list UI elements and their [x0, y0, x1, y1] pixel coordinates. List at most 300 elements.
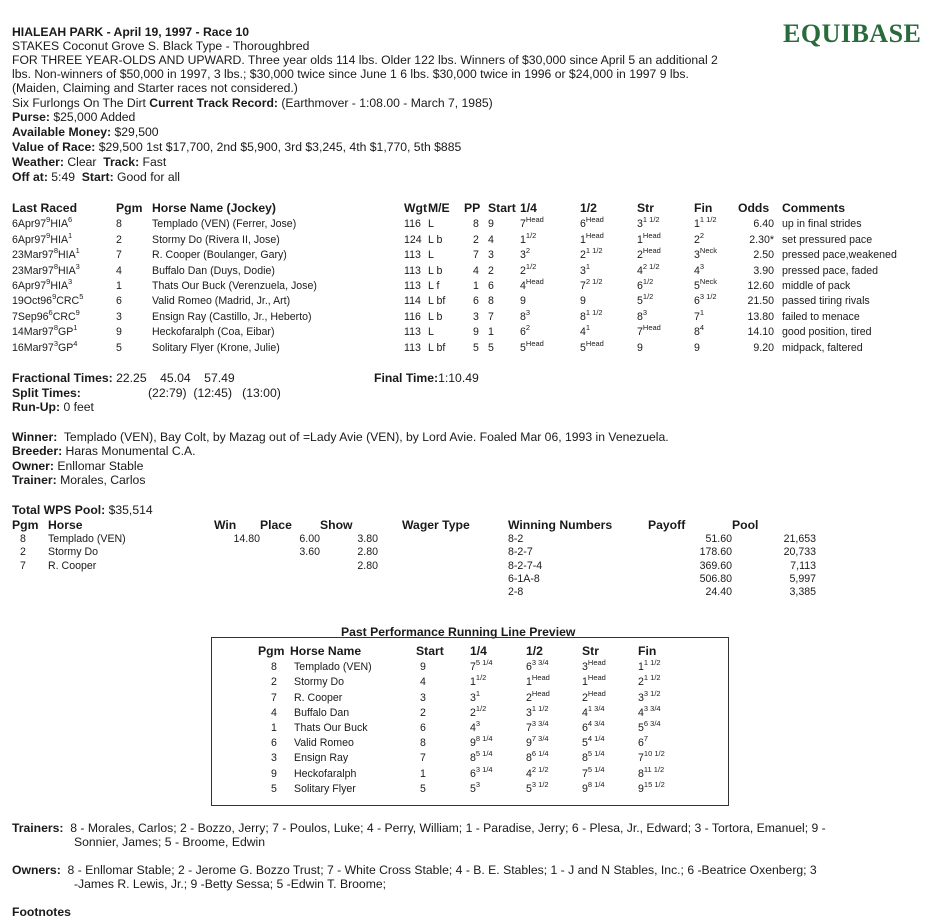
last-raced-last: 6Apr97 — [12, 218, 47, 231]
q1-cell-margin: 1/2 — [525, 261, 537, 271]
start-cell-value: 5 — [488, 341, 494, 354]
preview-start-cell — [416, 719, 470, 734]
preview-horse-cell-value: Valid Romeo — [294, 737, 354, 750]
table-row — [258, 673, 694, 688]
empty-cell — [12, 585, 48, 598]
wps-pool-value: $35,514 — [108, 503, 153, 517]
preview-pgm-cell-value: 7 — [271, 691, 277, 704]
comment-cell — [782, 292, 910, 307]
preview-horse-cell — [290, 780, 416, 795]
preview-fin-cell-value: 1 — [638, 661, 644, 674]
preview-str-cell — [582, 673, 638, 688]
horse-cell — [152, 338, 404, 353]
stakes-line: STAKES Coconut Grove S. Black Type - Thoroughbred — [12, 39, 310, 53]
pgm-cell — [116, 246, 152, 261]
horse-cell — [152, 246, 404, 261]
col-header: Fin — [638, 644, 657, 658]
preview-q1-cell-margin: 3 — [475, 718, 481, 728]
preview-start-cell — [416, 688, 470, 703]
table-row — [258, 780, 694, 795]
start-cell-value: 7 — [488, 310, 494, 323]
payoff-cell — [648, 532, 732, 545]
me-cell-value: L b — [428, 310, 443, 323]
fin-cell-value: 1 — [694, 218, 700, 231]
preview-horse-cell — [290, 749, 416, 764]
str-cell-margin: 3 — [642, 307, 648, 317]
preview-q2-cell-margin: 3 1/2 — [531, 779, 549, 789]
equibase-logo: EQUIBASE — [783, 19, 922, 48]
wager-type-cell — [378, 585, 508, 598]
str-cell-margin: 1/2 — [642, 276, 654, 286]
record-label: Current Track Record: — [149, 96, 278, 110]
start-cell-value: 9 — [488, 218, 494, 231]
available-value: $29,500 — [114, 125, 159, 139]
breeder-label: Breeder: — [12, 444, 63, 458]
horse-cell-value: Buffalo Dan (Duys, Dodie) — [152, 264, 275, 277]
me-cell — [428, 323, 464, 338]
trainers-label: Trainers: — [12, 821, 64, 835]
preview-horse-cell-value: Stormy Do — [294, 676, 345, 689]
start-cell — [488, 215, 520, 230]
preview-fin-cell-margin: 15 1/2 — [643, 779, 665, 789]
payoff-cell — [648, 558, 732, 571]
preview-fin-cell-margin: 7 — [643, 734, 649, 744]
wps-pool-line — [12, 503, 153, 517]
wgt-cell — [404, 323, 428, 338]
last-raced-cell — [12, 292, 116, 307]
pp-cell — [464, 277, 488, 292]
preview-q1-cell-value: 2 — [470, 706, 476, 719]
q2-cell-margin: 1 — [585, 323, 591, 333]
empty-cell — [48, 585, 214, 598]
preview-q1-cell-value: 7 — [470, 661, 476, 674]
odds-cell — [738, 246, 782, 261]
preview-pgm-cell-value: 5 — [271, 782, 277, 795]
me-cell — [428, 261, 464, 276]
col-header: Winning Numbers — [508, 518, 613, 532]
table-row — [12, 261, 910, 276]
col-header: M/E — [428, 201, 450, 215]
preview-q1-cell-value: 5 — [470, 782, 476, 795]
me-cell — [428, 277, 464, 292]
preview-header-row — [258, 642, 694, 658]
me-cell-value: L bf — [428, 295, 446, 308]
wps-place-cell — [260, 545, 320, 558]
comment-cell — [782, 338, 910, 353]
preview-q2-cell-value: 7 — [526, 721, 532, 734]
q1-cell — [520, 292, 580, 307]
breeder-value: Haras Monumental C.A. — [65, 444, 196, 458]
horse-cell — [152, 277, 404, 292]
comment-cell-value: set pressured pace — [782, 233, 873, 246]
q1-cell-margin: 1/2 — [525, 230, 537, 240]
last-raced-lr-track: HIA — [50, 218, 69, 231]
pgm-cell — [116, 277, 152, 292]
split-values: (22:79) (12:45) (13:00) — [148, 386, 281, 400]
pool-cell — [732, 532, 816, 545]
preview-horse-cell — [290, 658, 416, 673]
preview-fin-cell — [638, 719, 694, 734]
winning-numbers-cell — [508, 585, 648, 598]
horse-cell-value: Thats Our Buck (Verenzuela, Jose) — [152, 279, 317, 292]
preview-start-cell-value: 2 — [420, 706, 426, 719]
preview-q2-cell-value: 1 — [526, 676, 532, 689]
preview-fin-cell-margin: 1 1/2 — [643, 658, 661, 668]
preview-q2-cell-margin: 6 1/4 — [531, 749, 549, 759]
str-cell-margin: 1/2 — [642, 292, 654, 302]
preview-q2-cell-value: 6 — [526, 661, 532, 674]
preview-pgm-cell-value: 9 — [271, 767, 277, 780]
comment-cell — [782, 215, 910, 230]
q2-cell — [580, 323, 637, 338]
col-header: 1/2 — [580, 201, 597, 215]
me-cell-value: L — [428, 249, 434, 262]
start-cell-value: 6 — [488, 279, 494, 292]
q2-cell — [580, 277, 637, 292]
horse-cell-value: Valid Romeo (Madrid, Jr., Art) — [152, 295, 291, 308]
fin-cell — [694, 277, 738, 292]
preview-q1-cell-margin: 8 1/4 — [475, 734, 493, 744]
preview-q1-cell-margin: 5 1/4 — [475, 658, 493, 668]
pool-cell-value: 20,733 — [783, 546, 816, 559]
preview-pgm-cell-value: 6 — [271, 737, 277, 750]
wps-pgm-cell-value: 2 — [20, 546, 26, 559]
last-raced-lr-track: CRC — [52, 310, 76, 323]
comment-cell-value: middle of pack — [782, 279, 851, 292]
wgt-cell-value: 113 — [404, 279, 421, 292]
comment-cell-value: pressed pace,weakened — [782, 249, 897, 262]
pgm-cell-value: 1 — [116, 279, 122, 292]
col-header: Comments — [782, 201, 845, 215]
conditions-line: FOR THREE YEAR-OLDS AND UPWARD. Three year olds 114 lbs. Older 122 lbs. Winners of $30,000 since April 5 an additional 2 — [12, 53, 718, 67]
q2-cell-value: 8 — [580, 310, 586, 323]
preview-q1-cell-margin: 5 1/4 — [475, 749, 493, 759]
pp-cell-value: 4 — [473, 264, 479, 277]
preview-str-cell-value: 8 — [582, 752, 588, 765]
preview-fin-cell-margin: 10 1/2 — [643, 749, 665, 759]
table-row — [12, 230, 910, 245]
table-row — [12, 558, 816, 571]
odds-cell-value: 21.50 — [747, 295, 774, 308]
last-raced-lr-race: 8 — [53, 246, 58, 256]
split-times-line — [12, 386, 281, 400]
comment-cell — [782, 323, 910, 338]
last-raced-lr-race: 9 — [52, 292, 57, 302]
table-row — [258, 719, 694, 734]
table-row — [258, 704, 694, 719]
odds-cell — [738, 338, 782, 353]
start-value: Good for all — [117, 170, 181, 184]
winning-numbers-cell — [508, 572, 648, 585]
preview-str-cell-value: 9 — [582, 782, 588, 795]
owner-label: Owner: — [12, 459, 54, 473]
wgt-cell-value: 113 — [404, 341, 421, 354]
pgm-cell — [116, 307, 152, 322]
pgm-cell — [116, 230, 152, 245]
preview-q2-cell-value: 2 — [526, 691, 532, 704]
preview-start-cell-value: 7 — [420, 752, 426, 765]
horse-cell — [152, 215, 404, 230]
preview-horse-cell-value: Ensign Ray — [294, 752, 349, 765]
preview-q2-cell — [526, 673, 582, 688]
preview-q1-cell-value: 3 — [470, 691, 476, 704]
fin-cell-value: 3 — [694, 249, 700, 262]
start-cell-value: 4 — [488, 233, 494, 246]
preview-q1-cell — [470, 764, 526, 779]
preview-q1-cell-margin: 1/2 — [475, 673, 487, 683]
me-cell — [428, 292, 464, 307]
col-header: Pgm — [116, 201, 143, 215]
q1-cell — [520, 323, 580, 338]
q1-cell-margin: Head — [525, 215, 544, 225]
fin-cell-margin: Neck — [699, 246, 717, 256]
winning-numbers-cell — [508, 545, 648, 558]
preview-pgm-cell-value: 8 — [271, 661, 277, 674]
pgm-cell-value: 4 — [116, 264, 122, 277]
preview-fin-cell-margin: 6 3/4 — [643, 718, 661, 728]
preview-str-cell — [582, 764, 638, 779]
start-cell-value: 2 — [488, 264, 494, 277]
wps-show-cell-value: 3.80 — [357, 533, 378, 546]
q1-cell — [520, 277, 580, 292]
fin-cell-margin: 4 — [699, 323, 705, 333]
odds-cell — [738, 230, 782, 245]
preview-table — [258, 642, 694, 795]
pgm-cell — [116, 215, 152, 230]
str-cell — [637, 292, 694, 307]
preview-q2-cell — [526, 764, 582, 779]
fractional-values: 22.25 45.04 57.49 — [116, 371, 235, 385]
fin-cell-margin: 1 — [699, 307, 705, 317]
preview-horse-cell-value: Buffalo Dan — [294, 706, 350, 719]
wgt-cell-value: 124 — [404, 233, 422, 246]
table-row — [258, 658, 694, 673]
str-cell-margin: Head — [642, 246, 661, 256]
q2-cell-margin: Head — [585, 230, 604, 240]
preview-str-cell-margin: 4 3/4 — [587, 718, 605, 728]
conditions-line: (Maiden, Claiming and Starter races not considered.) — [12, 81, 298, 95]
table-row — [12, 532, 816, 545]
wager-type-cell — [378, 545, 508, 558]
preview-pgm-cell — [258, 673, 290, 688]
last-raced-last: 7Sep96 — [12, 310, 49, 323]
last-raced-cell — [12, 307, 116, 322]
horse-cell — [152, 307, 404, 322]
preview-start-cell-value: 9 — [420, 661, 426, 674]
wps-table — [12, 516, 816, 598]
race-title: HIALEAH PARK - April 19, 1997 - Race 10 — [12, 25, 250, 39]
preview-fin-cell-value: 7 — [638, 752, 644, 765]
preview-str-cell-value: 7 — [582, 767, 588, 780]
wps-place-cell — [260, 558, 320, 571]
fin-cell — [694, 261, 738, 276]
wps-place-cell — [260, 532, 320, 545]
odds-cell — [738, 261, 782, 276]
preview-start-cell — [416, 764, 470, 779]
table-row — [258, 688, 694, 703]
start-cell-value: 1 — [488, 326, 494, 339]
payoff-cell-value: 369.60 — [699, 559, 732, 572]
col-header: Payoff — [648, 518, 686, 532]
wps-pgm-cell — [12, 558, 48, 571]
last-raced-lr-fin: 1 — [73, 323, 78, 333]
me-cell — [428, 338, 464, 353]
preview-pgm-cell — [258, 658, 290, 673]
preview-horse-cell — [290, 704, 416, 719]
payoff-cell-value: 506.80 — [699, 572, 732, 585]
table-row — [258, 734, 694, 749]
wps-horse-cell — [48, 532, 214, 545]
last-raced-lr-race: 6 — [48, 307, 53, 317]
wps-show-cell-value: 2.80 — [357, 546, 378, 559]
pgm-cell-value: 9 — [116, 326, 122, 339]
last-raced-last: 23Mar97 — [12, 249, 54, 262]
preview-q1-cell-value: 9 — [470, 737, 476, 750]
last-raced-cell — [12, 246, 116, 261]
me-cell — [428, 230, 464, 245]
track-label: Track: — [103, 155, 140, 169]
final-time-line — [374, 371, 479, 385]
str-cell-margin: Head — [642, 230, 661, 240]
table-row — [12, 277, 910, 292]
q2-cell — [580, 230, 637, 245]
pp-cell — [464, 292, 488, 307]
fin-cell — [694, 230, 738, 245]
q1-cell — [520, 215, 580, 230]
q2-cell-margin: 2 1/2 — [585, 276, 603, 286]
col-header: Last Raced — [12, 201, 78, 215]
preview-fin-cell-margin: 3 1/2 — [643, 688, 661, 698]
start-cell — [488, 277, 520, 292]
last-raced-lr-fin: 5 — [79, 292, 84, 302]
pool-cell-value: 5,997 — [789, 572, 816, 585]
wps-horse-cell-value: R. Cooper — [48, 559, 97, 572]
last-raced-cell — [12, 323, 116, 338]
col-header: Start — [488, 201, 516, 215]
empty-cell — [320, 572, 378, 585]
preview-fin-cell — [638, 780, 694, 795]
preview-q2-cell — [526, 658, 582, 673]
comment-cell — [782, 261, 910, 276]
table-row — [12, 585, 816, 598]
wps-horse-cell — [48, 558, 214, 571]
q2-cell-margin: 1 — [585, 261, 591, 271]
table-row — [12, 545, 816, 558]
odds-cell-value: 12.60 — [747, 279, 774, 292]
q1-cell-value: 4 — [520, 279, 526, 292]
track-value: Fast — [142, 155, 167, 169]
str-cell-value: 1 — [637, 233, 643, 246]
owners-line — [12, 863, 817, 877]
preview-start-cell — [416, 749, 470, 764]
pp-cell-value: 5 — [473, 341, 479, 354]
preview-fin-cell — [638, 673, 694, 688]
preview-str-cell-margin: Head — [587, 688, 606, 698]
q1-cell-value: 3 — [520, 249, 526, 262]
str-cell-margin: Head — [642, 323, 661, 333]
preview-pgm-cell-value: 1 — [271, 721, 277, 734]
preview-horse-cell-value: R. Cooper — [294, 691, 343, 704]
last-raced-lr-track: HIA — [57, 264, 76, 277]
preview-q1-cell — [470, 780, 526, 795]
results-table — [12, 197, 910, 354]
str-cell-value: 7 — [637, 326, 643, 339]
preview-q1-cell-margin: 3 1/4 — [475, 764, 493, 774]
last-raced-lr-fin: 4 — [73, 338, 78, 348]
record-value: (Earthmover - 1:08.00 - March 7, 1985) — [281, 96, 493, 110]
wps-pgm-cell — [12, 532, 48, 545]
wps-show-cell — [320, 532, 378, 545]
preview-q2-cell-margin: 1 1/2 — [531, 703, 549, 713]
preview-q1-cell — [470, 704, 526, 719]
wgt-cell-value: 114 — [404, 295, 421, 308]
preview-start-cell-value: 1 — [420, 767, 426, 780]
winner-label: Winner: — [12, 430, 58, 444]
winner-line — [12, 430, 669, 444]
wgt-cell — [404, 230, 428, 245]
preview-title: Past Performance Running Line Preview — [341, 625, 576, 639]
last-raced-lr-race: 9 — [46, 276, 51, 286]
preview-q2-cell — [526, 749, 582, 764]
q2-cell-value: 5 — [580, 341, 586, 354]
purse-label: Purse: — [12, 110, 50, 124]
pgm-cell-value: 7 — [116, 249, 122, 262]
payoff-cell — [648, 545, 732, 558]
available-line — [12, 125, 159, 139]
last-raced-cell — [12, 277, 116, 292]
me-cell-value: L bf — [428, 341, 446, 354]
start-cell — [488, 292, 520, 307]
preview-str-cell-value: 3 — [582, 661, 588, 674]
pp-cell-value: 2 — [473, 233, 479, 246]
winner-value: Templado (VEN), Bay Colt, by Mazag out of =Lady Avie (VEN), by Lord Avie. Foaled Mar 06, 1993 in Venezuela. — [63, 430, 669, 444]
start-cell — [488, 307, 520, 322]
col-header: Pool — [732, 518, 759, 532]
q2-cell — [580, 292, 637, 307]
preview-q2-cell-margin: 7 3/4 — [531, 734, 549, 744]
wgt-cell-value: 113 — [404, 326, 421, 339]
preview-q1-cell — [470, 719, 526, 734]
preview-q2-cell-value: 3 — [526, 706, 532, 719]
last-raced-cell — [12, 338, 116, 353]
odds-cell-value: 3.90 — [753, 264, 774, 277]
preview-str-cell-value: 1 — [582, 676, 588, 689]
horse-cell — [152, 261, 404, 276]
preview-fin-cell — [638, 658, 694, 673]
preview-str-cell — [582, 704, 638, 719]
wgt-cell — [404, 246, 428, 261]
trainers-line-2: Sonnier, James; 5 - Broome, Edwin — [74, 835, 266, 849]
fin-cell-margin: 3 1/2 — [699, 292, 717, 302]
preview-fin-cell — [638, 764, 694, 779]
preview-fin-cell — [638, 704, 694, 719]
me-cell-value: L — [428, 218, 434, 231]
col-header: PP — [464, 201, 481, 215]
str-cell-value: 3 — [637, 218, 643, 231]
str-cell-margin: 2 1/2 — [642, 261, 660, 271]
col-header: Wager Type — [402, 518, 470, 532]
me-cell — [428, 307, 464, 322]
fin-cell — [694, 338, 738, 353]
last-raced-cell — [12, 261, 116, 276]
preview-fin-cell-margin: 1 1/2 — [643, 673, 661, 683]
preview-start-cell — [416, 704, 470, 719]
preview-q1-cell — [470, 673, 526, 688]
wps-win-cell — [214, 545, 260, 558]
pgm-cell — [116, 323, 152, 338]
start-label: Start: — [81, 170, 114, 184]
q2-cell-margin: 1 1/2 — [585, 307, 603, 317]
